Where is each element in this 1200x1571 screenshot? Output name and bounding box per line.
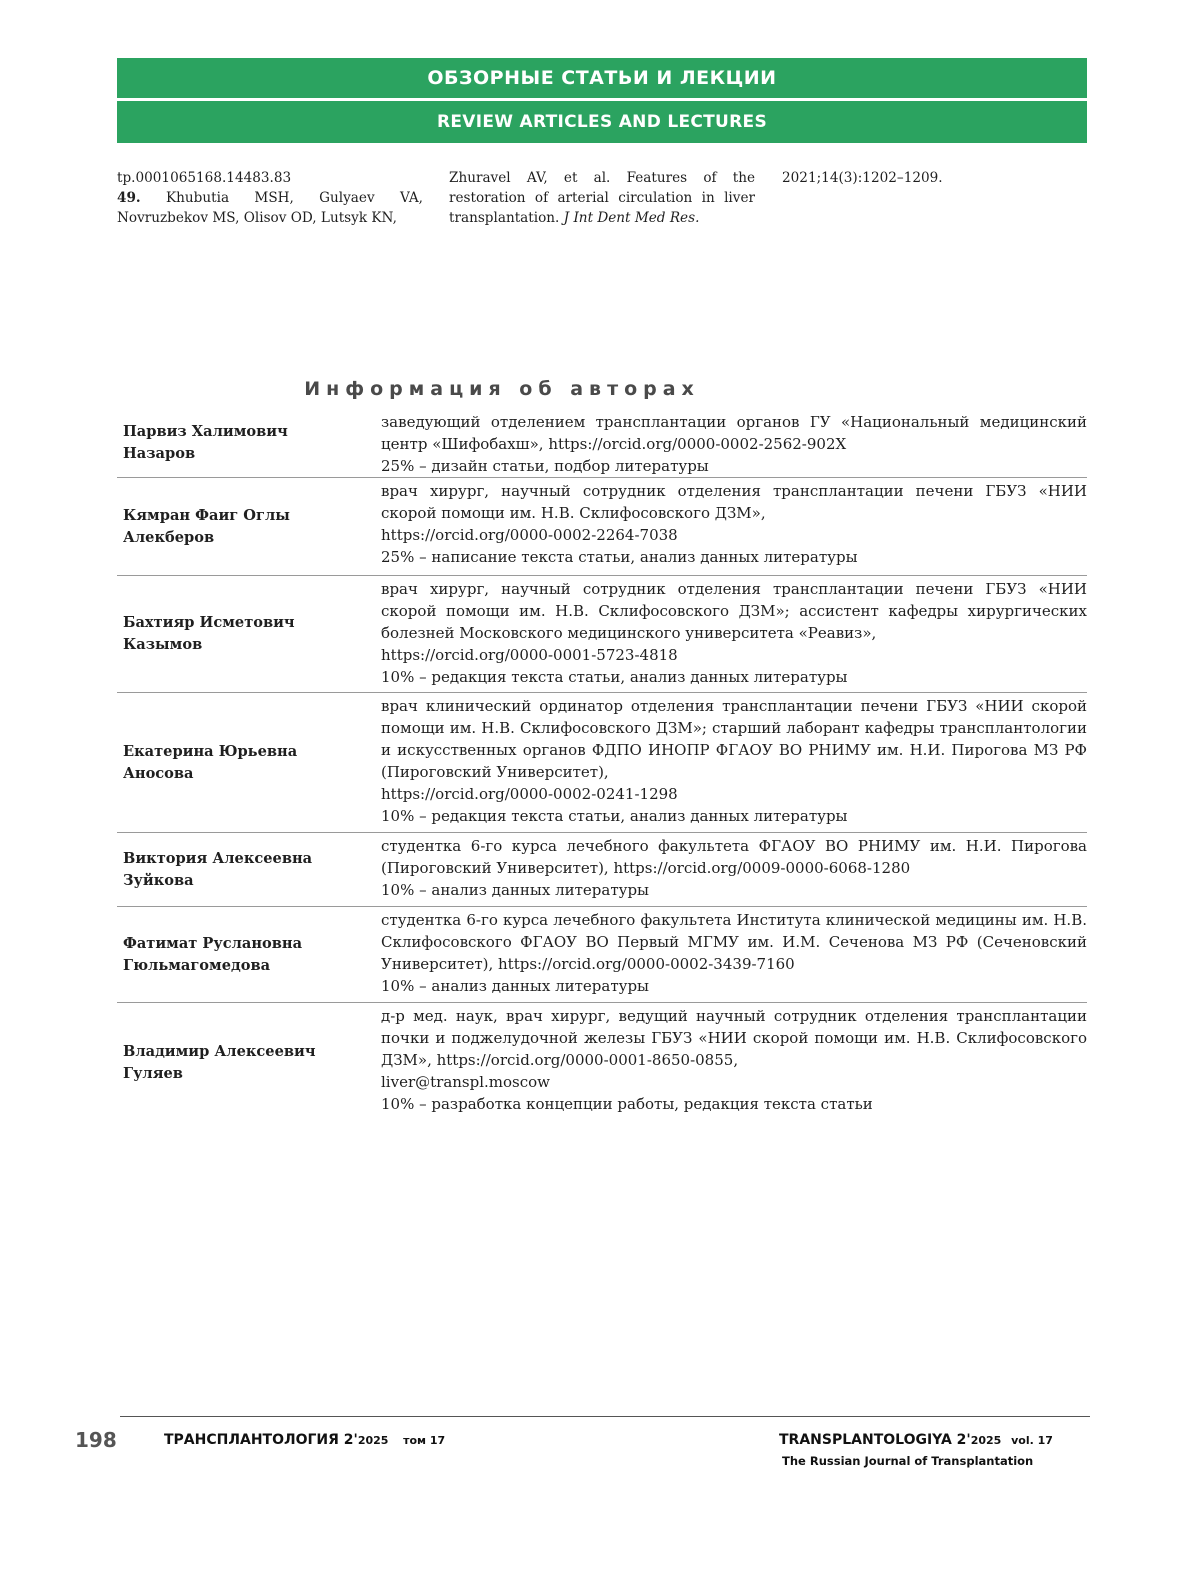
author-row — [117, 576, 1087, 693]
author-contribution: 10% – анализ данных литературы — [381, 977, 649, 995]
author-contribution: 25% – написание текста статьи, анализ данных литературы — [381, 548, 858, 566]
author-orcid: https://orcid.org/0000-0002-0241-1298 — [381, 785, 678, 803]
reference-prev-tail: tp.0001065168.14483.83 — [117, 170, 292, 186]
reference-journal: J Int Dent Med Res. — [563, 210, 700, 226]
author-affiliation: заведующий отделением трансплантации органов ГУ «Национальный медицинский центр «Шифобахш», https://orcid.org/0000-0002-2562-902X — [381, 413, 1087, 453]
author-row — [117, 693, 1087, 833]
author-name: Владимир Алексеевич Гуляев — [123, 1043, 316, 1082]
footer-divider — [120, 1416, 1090, 1417]
journal-title-en: TRANSPLANTOLOGIYA 2'2025 vol. 17 — [779, 1432, 1053, 1448]
author-orcid: https://orcid.org/0000-0002-2264-7038 — [381, 526, 678, 544]
author-affiliation: д-р мед. наук, врач хирург, ведущий научный сотрудник отделения трансплантации почки и поджелудочной железы ГБУЗ «НИИ скорой помощи им. Н.В. Склифосовского ДЗМ», https://orcid.org/0000-0001-8650-0855, — [381, 1007, 1087, 1069]
author-contribution: 10% – разработка концепции работы, редакция текста статьи — [381, 1095, 873, 1113]
author-info — [381, 907, 1087, 1002]
author-affiliation: студентка 6-го курса лечебного факультета Института клинической медицины им. Н.В. Склифосовского ФГАОУ ВО Первый МГМУ им. И.М. Сеченова МЗ РФ (Сеченовский Университет), https://orcid.org/0000-0002-3439-7160 — [381, 911, 1087, 973]
author-info — [381, 478, 1087, 575]
author-name: Бахтияр Исметович Казымов — [123, 614, 295, 653]
author-affiliation: врач хирург, научный сотрудник отделения трансплантации печени ГБУЗ «НИИ скорой помощи им. Н.В. Склифосовского ДЗМ»; ассистент кафедры хирургических болезней Московского медицинского университета «Реавиз», — [381, 580, 1087, 642]
author-affiliation: врач клинический ординатор отделения трансплантации печени ГБУЗ «НИИ скорой помощи им. Н.В. Склифосовского ДЗМ»; старший лаборант кафедры трансплантологии и искусственных органов ФДПО ИНОПР ФГАОУ ВО РНИМУ им. Н.И. Пирогова МЗ РФ (Пироговский Университет), — [381, 697, 1087, 781]
reference-number: 49. — [117, 190, 141, 206]
author-row — [117, 409, 1087, 478]
author-name: Виктория Алексеевна Зуйкова — [123, 849, 313, 889]
journal-subtitle-en: The Russian Journal of Transplantation — [782, 1454, 1034, 1468]
section-title-ru: ОБЗОРНЫЕ СТАТЬИ И ЛЕКЦИИ — [117, 58, 1087, 98]
reference-column-1 — [117, 168, 423, 228]
author-info — [381, 693, 1087, 832]
author-affiliation: врач хирург, научный сотрудник отделения трансплантации печени ГБУЗ «НИИ скорой помощи им. Н.В. Склифосовского ДЗМ», — [381, 482, 1087, 522]
author-contribution: 10% – редакция текста статьи, анализ данных литературы — [381, 668, 848, 686]
author-name: Кямран Фаиг Оглы Алекберов — [123, 506, 290, 546]
reference-49 — [117, 188, 423, 228]
author-email: liver@transpl.moscow — [381, 1073, 551, 1091]
author-row — [117, 907, 1087, 1003]
author-info — [381, 576, 1087, 692]
author-name: Екатерина Юрьевна Аносова — [123, 742, 298, 782]
author-contribution: 25% – дизайн статьи, подбор литературы — [381, 457, 709, 475]
author-row — [117, 1003, 1087, 1123]
author-orcid: https://orcid.org/0000-0001-5723-4818 — [381, 646, 678, 664]
author-name: Фатимат Руслановна Гюльмагомедова — [123, 934, 303, 974]
author-info — [381, 409, 1087, 477]
author-contribution: 10% – редакция текста статьи, анализ данных литературы — [381, 807, 848, 825]
author-contribution: 10% – анализ данных литературы — [381, 881, 649, 899]
author-info — [381, 833, 1087, 906]
author-row — [117, 833, 1087, 907]
reference-column-3: 2021;14(3):1202–1209. — [782, 170, 943, 186]
page-number: 198 — [75, 1428, 117, 1452]
reference-column-2 — [449, 168, 755, 228]
reference-authors: Khubutia MSH, Gulyaev VA, Novruzbekov MS, Olisov OD, Lutsyk KN, — [117, 190, 423, 226]
authors-heading: Информация об авторах — [304, 378, 700, 400]
authors-table — [117, 409, 1087, 1123]
journal-title-ru: ТРАНСПЛАНТОЛОГИЯ 2'2025 том 17 — [164, 1432, 446, 1448]
author-info — [381, 1003, 1087, 1123]
author-affiliation: студентка 6-го курса лечебного факультета ФГАОУ ВО РНИМУ им. Н.И. Пирогова (Пироговский Университет), https://orcid.org/0009-0000-6068-1280 — [381, 837, 1087, 877]
reference-title: Zhuravel AV, et al. Features of the restoration of arterial circulation in liver transplantation. — [449, 170, 755, 226]
section-title-en: REVIEW ARTICLES AND LECTURES — [117, 101, 1087, 143]
author-name: Парвиз Халимович Назаров — [123, 423, 288, 462]
author-row — [117, 478, 1087, 576]
